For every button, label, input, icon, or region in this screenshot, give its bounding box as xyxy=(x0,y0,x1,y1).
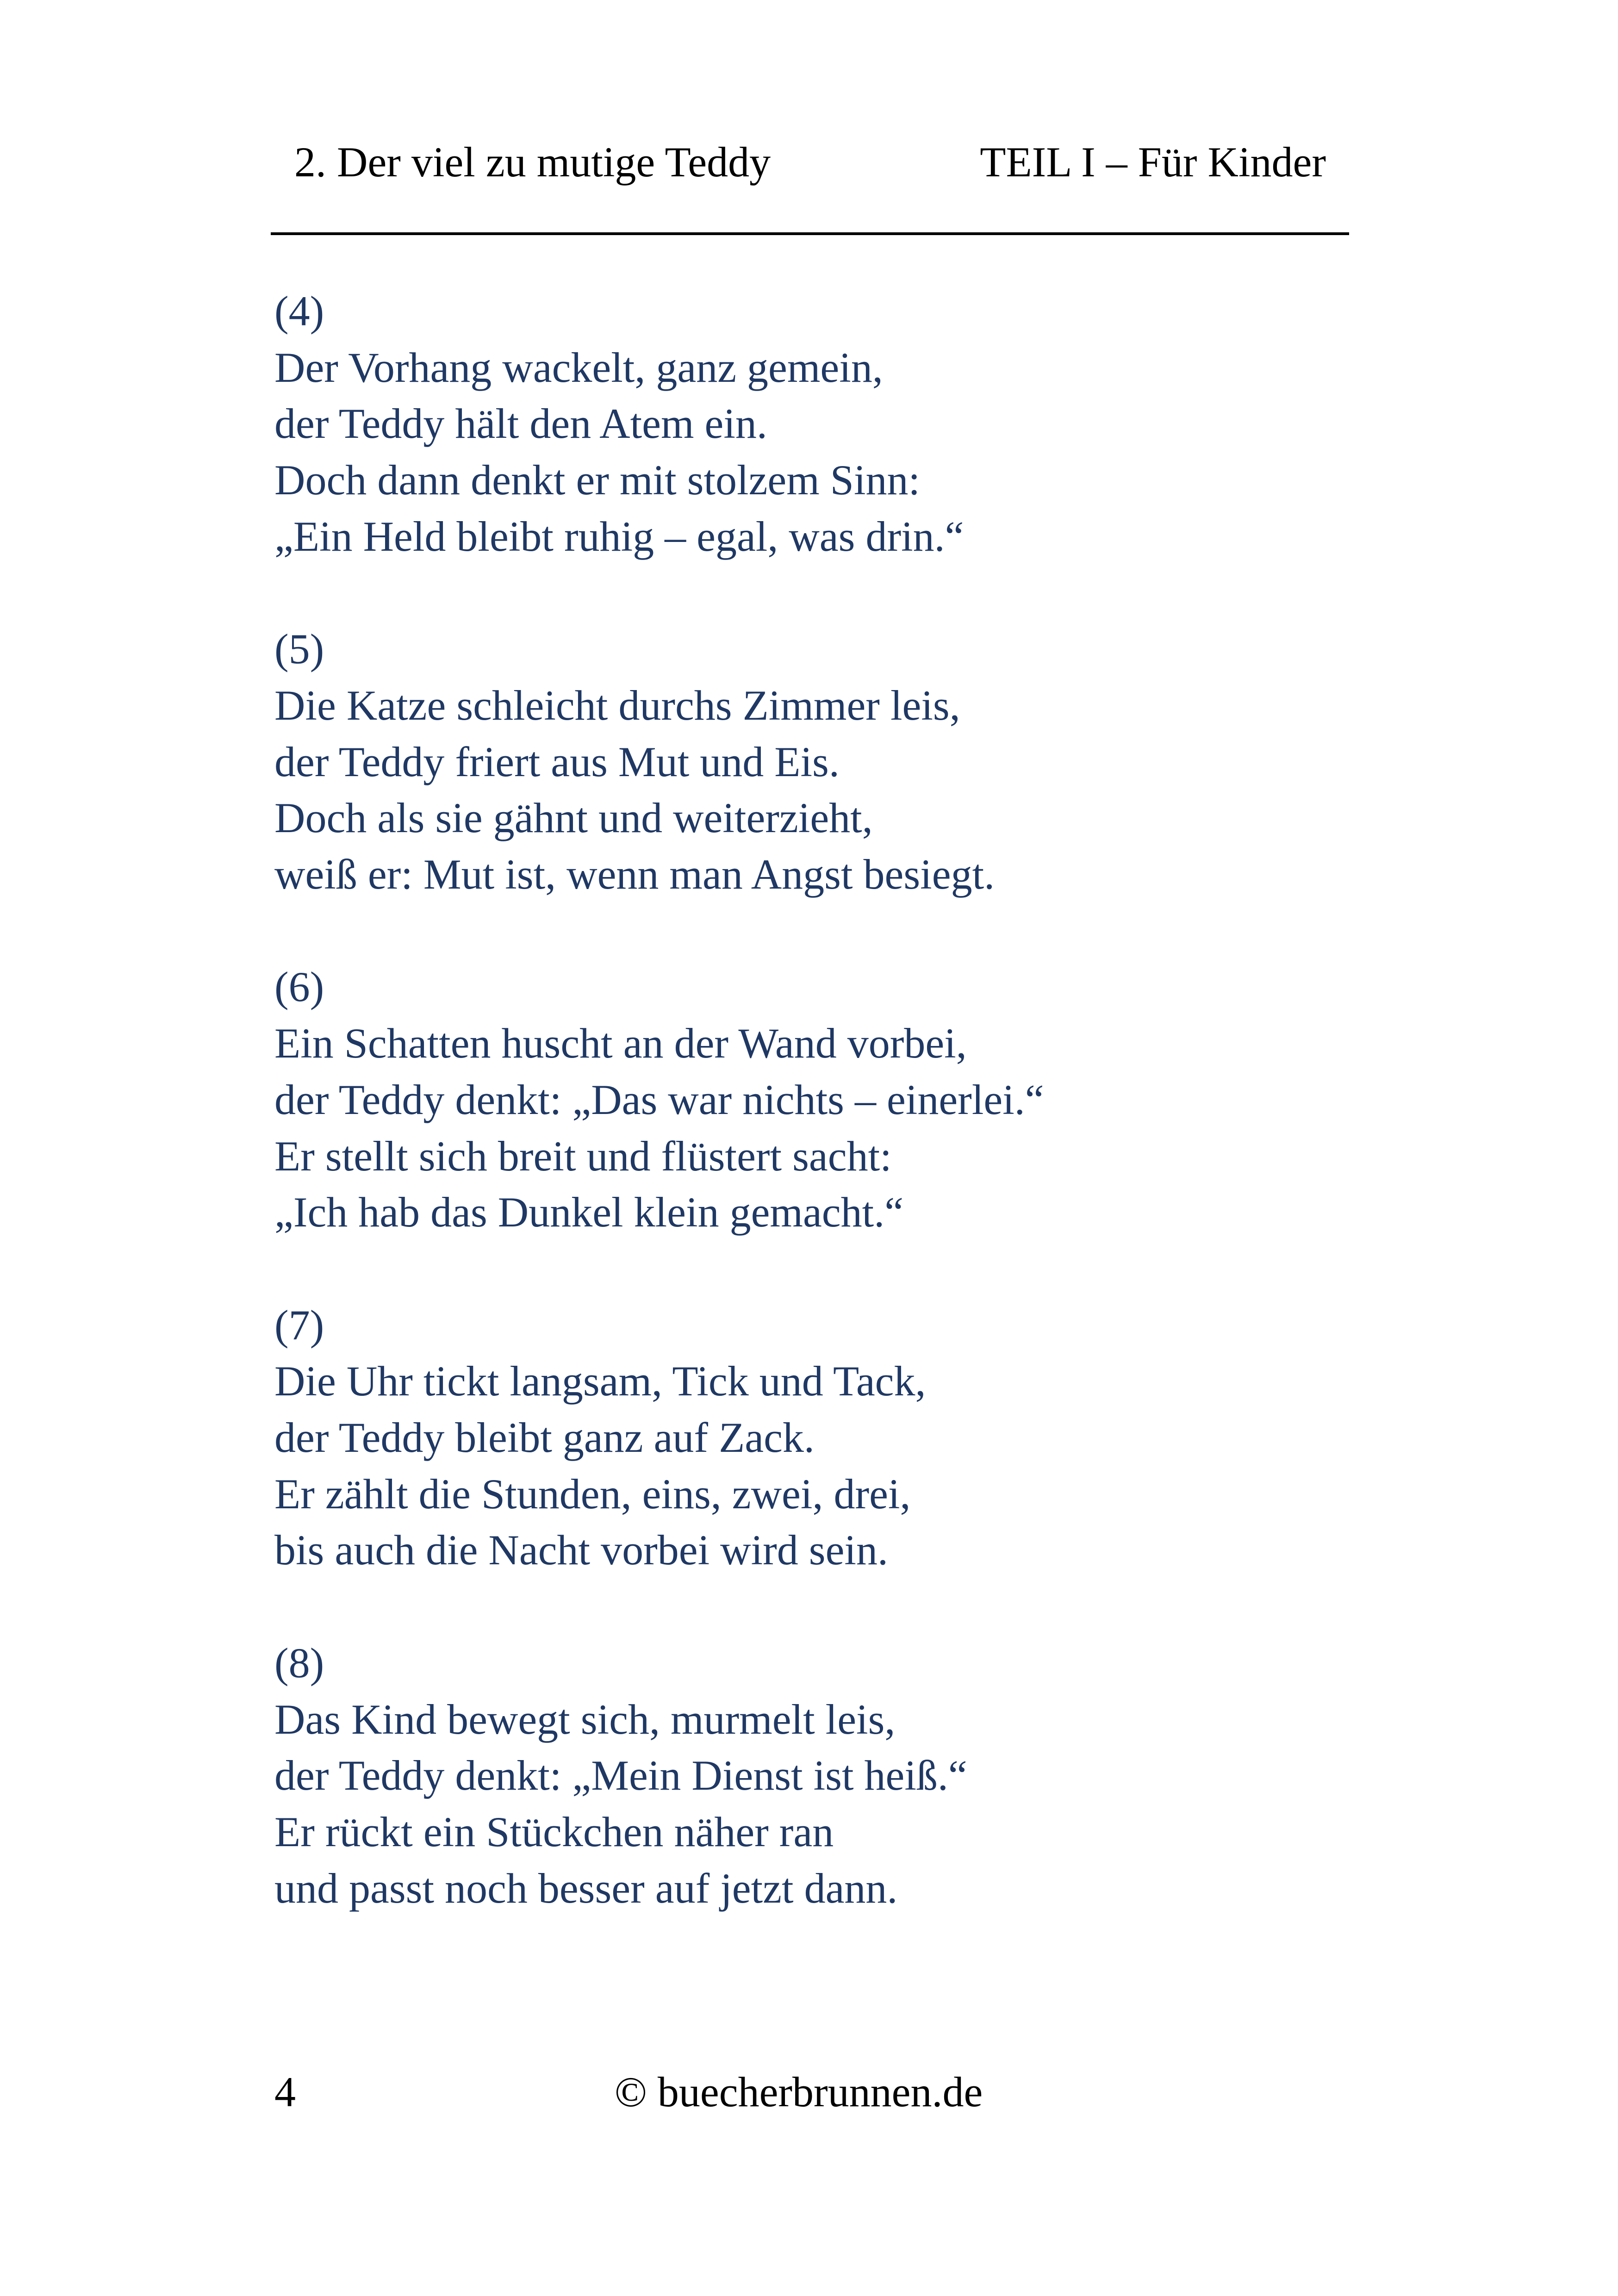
stanza-7 xyxy=(274,1297,1524,1579)
poem-line: Er zählt die Stunden, eins, zwei, drei, xyxy=(274,1470,911,1518)
poem-line: Der Vorhang wackelt, ganz gemein, xyxy=(274,343,883,391)
poem-line: weiß er: Mut ist, wenn man Angst besiegt. xyxy=(274,851,995,898)
poem-line: und passt noch besser auf jetzt dann. xyxy=(274,1864,898,1912)
stanza-number: (4) xyxy=(274,287,324,335)
header-divider xyxy=(271,232,1349,235)
poem-line: der Teddy friert aus Mut und Eis. xyxy=(274,738,840,785)
page-number: 4 xyxy=(274,2068,296,2116)
stanza-8 xyxy=(274,1635,1524,1917)
poem-line: Er stellt sich breit und flüstert sacht: xyxy=(274,1132,892,1180)
stanza-number: (8) xyxy=(274,1639,324,1686)
poem-line: Ein Schatten huscht an der Wand vorbei, xyxy=(274,1020,967,1067)
poem-line: der Teddy denkt: „Mein Dienst ist heiß.“ xyxy=(274,1752,967,1799)
poem-line: Doch dann denkt er mit stolzem Sinn: xyxy=(274,456,921,504)
stanza-number: (7) xyxy=(274,1301,324,1349)
poem-line: Die Katze schleicht durchs Zimmer leis, xyxy=(274,681,960,729)
poem-line: Das Kind bewegt sich, murmelt leis, xyxy=(274,1695,896,1743)
poem-body xyxy=(274,283,1524,1973)
stanza-6 xyxy=(274,959,1524,1241)
stanza-5 xyxy=(274,621,1524,903)
section-title: TEIL I – Für Kinder xyxy=(980,138,1326,186)
copyright-notice: © buecherbrunnen.de xyxy=(615,2068,983,2116)
poem-line: Doch als sie gähnt und weiterzieht, xyxy=(274,794,873,842)
poem-line: Er rückt ein Stückchen näher ran xyxy=(274,1808,834,1855)
stanza-number: (6) xyxy=(274,963,324,1011)
poem-line: bis auch die Nacht vorbei wird sein. xyxy=(274,1526,888,1574)
poem-line: der Teddy denkt: „Das war nichts – einerlei.“ xyxy=(274,1076,1044,1123)
poem-line: „Ich hab das Dunkel klein gemacht.“ xyxy=(274,1188,904,1236)
poem-line: der Teddy hält den Atem ein. xyxy=(274,400,767,448)
stanza-4 xyxy=(274,283,1524,565)
poem-line: „Ein Held bleibt ruhig – egal, was drin.“ xyxy=(274,512,964,560)
poem-line: der Teddy bleibt ganz auf Zack. xyxy=(274,1414,815,1462)
poem-line: Die Uhr tickt langsam, Tick und Tack, xyxy=(274,1357,926,1405)
stanza-number: (5) xyxy=(274,625,324,673)
chapter-title: 2. Der viel zu mutige Teddy xyxy=(294,138,771,186)
